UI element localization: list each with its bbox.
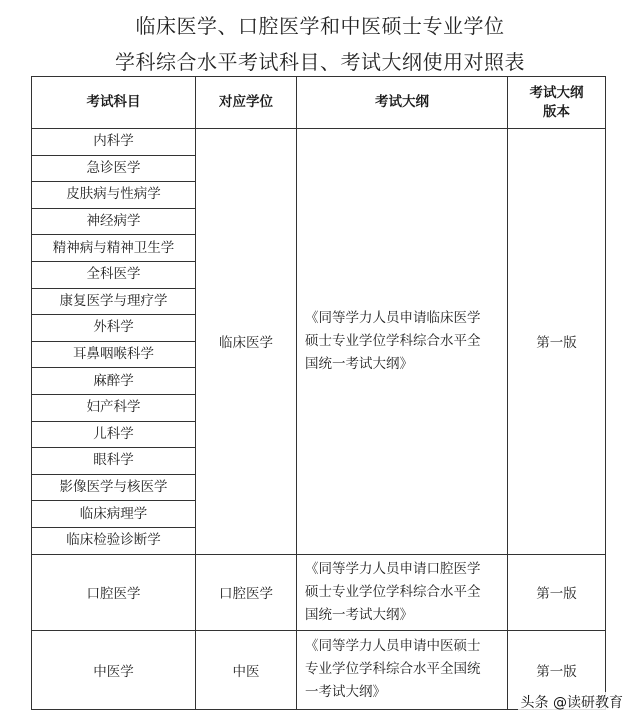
- table-header-row: [32, 77, 606, 129]
- subject-cell: 外科学: [32, 315, 196, 342]
- header-subject: 考试科目: [32, 77, 196, 129]
- outline-line: 《同等学力人员申请临床医学: [305, 309, 481, 326]
- header-version: [508, 77, 606, 129]
- subject-cell: 临床检验诊断学: [32, 527, 196, 554]
- version-cell-tcm: 第一版: [508, 630, 606, 709]
- subject-cell: 眼科学: [32, 448, 196, 475]
- version-cell-clinical: 第一版: [508, 129, 606, 555]
- header-outline: 考试大纲: [297, 77, 508, 129]
- table-row: [32, 554, 606, 630]
- degree-cell-stomatology: 口腔医学: [196, 554, 297, 630]
- subject-cell: 急诊医学: [32, 155, 196, 182]
- outline-line: 国统一考试大纲》: [305, 355, 413, 372]
- subject-cell: 影像医学与核医学: [32, 474, 196, 501]
- subject-cell: 皮肤病与性病学: [32, 182, 196, 209]
- outline-line: 一考试大纲》: [305, 684, 386, 700]
- subject-cell: 内科学: [32, 129, 196, 156]
- outline-cell-tcm: [297, 630, 508, 709]
- outline-line: 专业学位学科综合水平全国统: [305, 661, 481, 677]
- subject-cell: 精神病与精神卫生学: [32, 235, 196, 262]
- subject-cell: 全科医学: [32, 261, 196, 288]
- watermark: 头条 @读研教育: [518, 692, 626, 712]
- table-row: [32, 129, 606, 156]
- outline-line: 硕士专业学位学科综合水平全: [305, 332, 481, 349]
- document-title-line-1: 临床医学、口腔医学和中医硕士专业学位: [135, 14, 505, 38]
- subject-cell: 麻醉学: [32, 368, 196, 395]
- subject-cell: 康复医学与理疗学: [32, 288, 196, 315]
- subject-cell: 神经病学: [32, 208, 196, 235]
- version-cell-stomatology: 第一版: [508, 554, 606, 630]
- outline-line: 硕士专业学位学科综合水平全: [305, 583, 481, 600]
- subject-cell-tcm: 中医学: [32, 630, 196, 709]
- header-degree: 对应学位: [196, 77, 297, 129]
- subject-cell: 妇产科学: [32, 394, 196, 421]
- outline-cell-stomatology: [297, 554, 508, 630]
- outline-line: 国统一考试大纲》: [305, 606, 413, 623]
- header-version-line-1: 考试大纲: [529, 84, 584, 101]
- exam-comparison-table: [31, 76, 606, 710]
- document-title-line-2: 学科综合水平考试科目、考试大纲使用对照表: [115, 50, 525, 74]
- header-version-line-2: 版本: [543, 103, 570, 120]
- subject-cell: 耳鼻咽喉科学: [32, 341, 196, 368]
- outline-line: 《同等学力人员申请口腔医学: [305, 560, 481, 577]
- outline-line: 《同等学力人员申请中医硕士: [305, 638, 481, 654]
- subject-cell-stomatology: 口腔医学: [32, 554, 196, 630]
- degree-cell-clinical: 临床医学: [196, 129, 297, 555]
- outline-cell-clinical: [297, 129, 508, 555]
- degree-cell-tcm: 中医: [196, 630, 297, 709]
- subject-cell: 儿科学: [32, 421, 196, 448]
- subject-cell: 临床病理学: [32, 501, 196, 528]
